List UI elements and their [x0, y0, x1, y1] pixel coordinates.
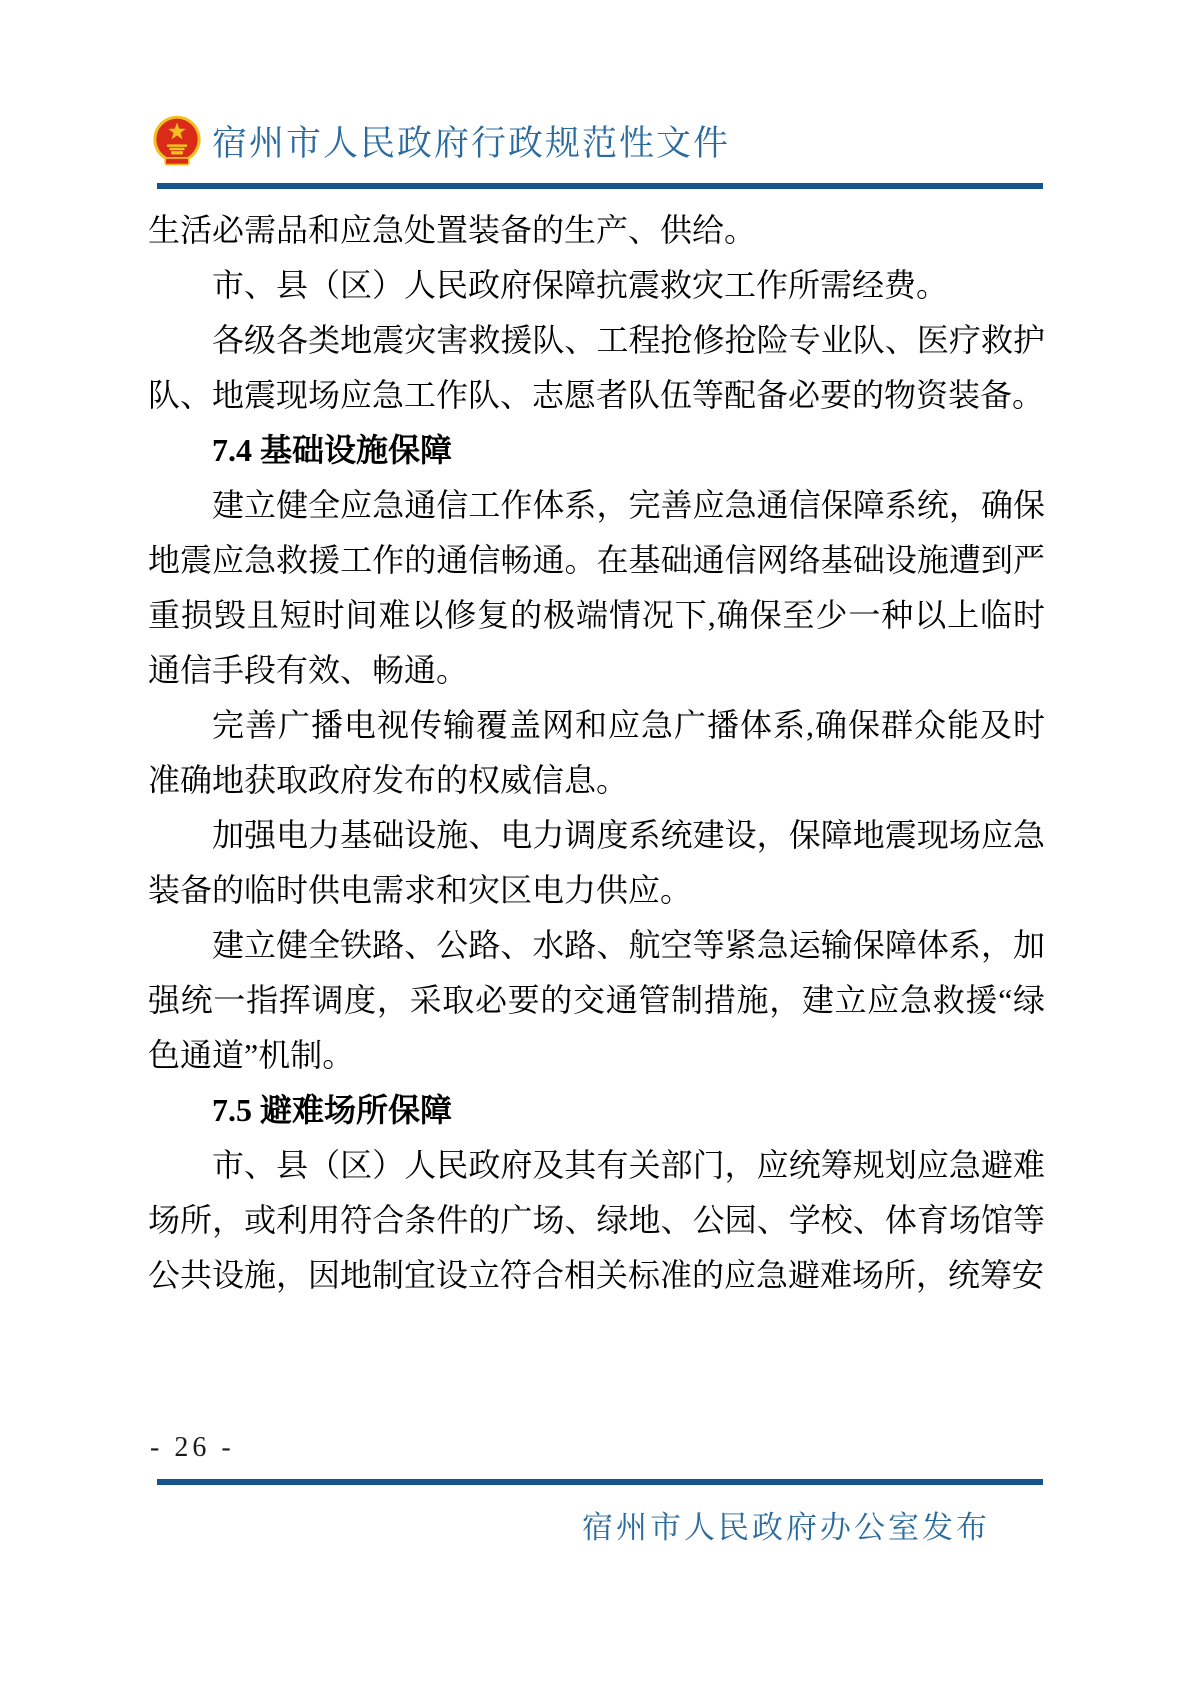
china-national-emblem-icon: [150, 114, 204, 168]
page-header: [150, 112, 1045, 170]
document-header-title: 宿州市人民政府行政规范性文件: [212, 124, 731, 163]
page-number: - 26 -: [150, 1432, 235, 1463]
document-body: [148, 203, 1045, 1303]
footer-publisher: 宿州市人民政府办公室发布: [582, 1510, 990, 1545]
body-paragraph: 完善广播电视传输覆盖网和应急广播体系,确保群众能及时准确地获取政府发布的权威信息。: [148, 707, 1045, 798]
section-heading-7-4: 7.4 基础设施保障: [212, 432, 453, 468]
section-heading-7-5: 7.5 避难场所保障: [212, 1092, 453, 1128]
footer-divider-line: [157, 1479, 1043, 1485]
body-paragraph: 市、县（区）人民政府保障抗震救灾工作所需经费。: [212, 267, 949, 303]
body-paragraph: 市、县（区）人民政府及其有关部门，应统筹规划应急避难场所，或利用符合条件的广场、绿地、公园、学校、体育场馆等公共设施，因地制宜设立符合相关标准的应急避难场所，统筹安: [148, 1147, 1045, 1293]
body-paragraph: 建立健全应急通信工作体系，完善应急通信保障系统，确保地震应急救援工作的通信畅通。在基础通信网络基础设施遭到严重损毁且短时间难以修复的极端情况下,确保至少一种以上临时通信手段有效、畅通。: [148, 487, 1045, 688]
body-paragraph: 加强电力基础设施、电力调度系统建设，保障地震现场应急装备的临时供电需求和灾区电力供应。: [148, 817, 1045, 908]
header-divider-line: [157, 183, 1043, 189]
body-paragraph: 各级各类地震灾害救援队、工程抢修抢险专业队、医疗救护队、地震现场应急工作队、志愿者队伍等配备必要的物资装备。: [148, 322, 1045, 413]
body-paragraph: 生活必需品和应急处置装备的生产、供给。: [148, 212, 757, 248]
body-paragraph: 建立健全铁路、公路、水路、航空等紧急运输保障体系，加强统一指挥调度，采取必要的交通管制措施，建立应急救援“绿色通道”机制。: [148, 927, 1045, 1073]
